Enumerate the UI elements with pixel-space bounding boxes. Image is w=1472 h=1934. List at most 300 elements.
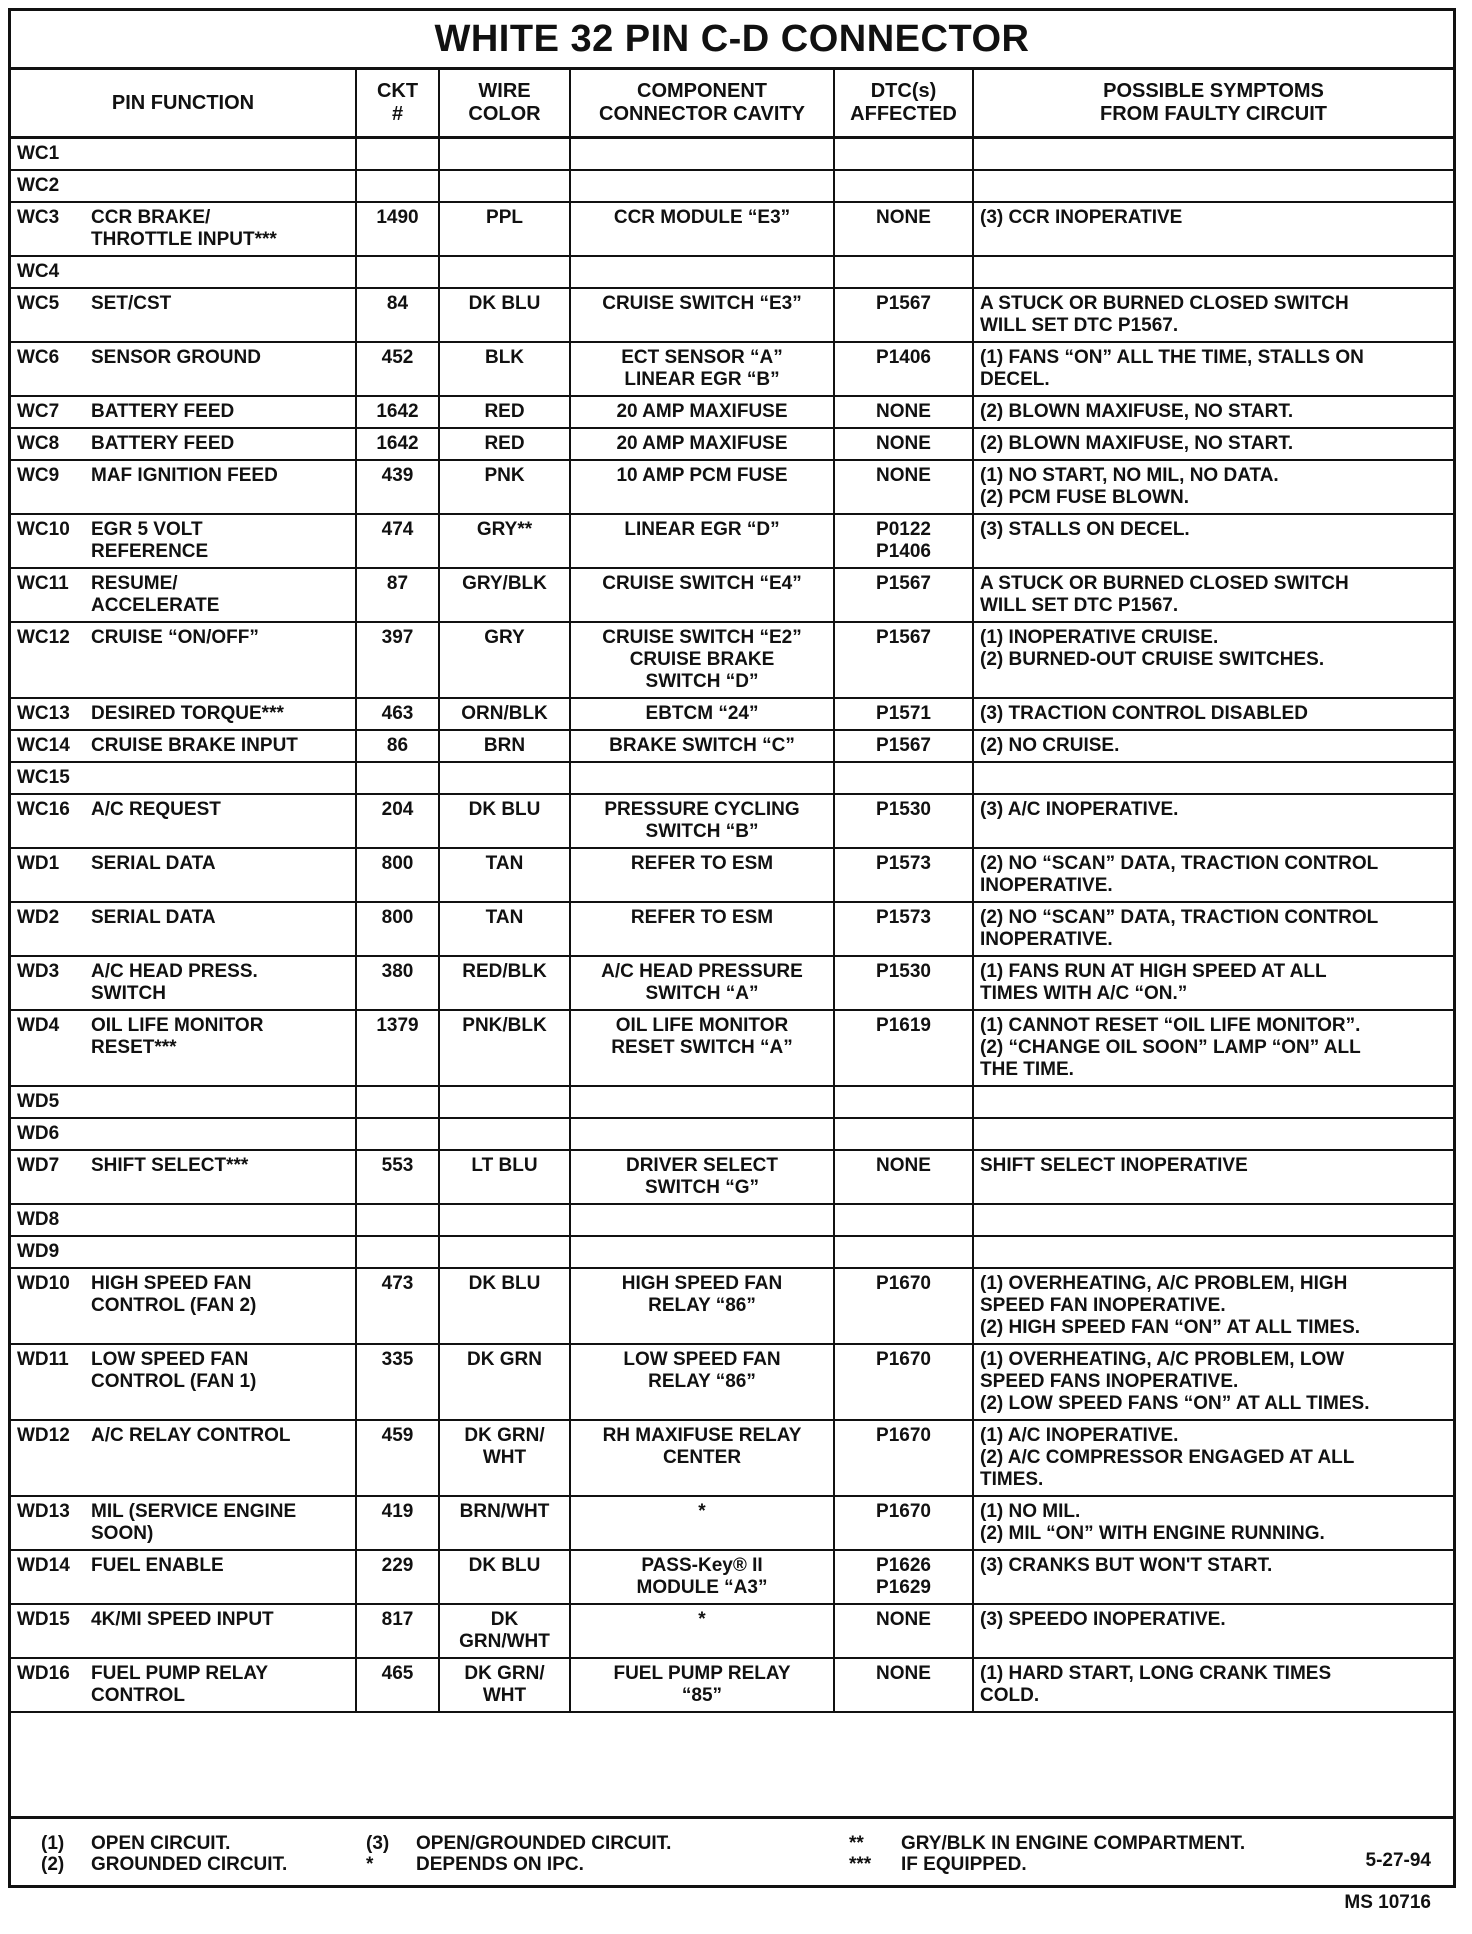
dtc-cell: P1530 (834, 956, 973, 1010)
wire-color-cell (439, 1086, 570, 1118)
dtc-cell: P1670 (834, 1268, 973, 1344)
symptom-cell (973, 1236, 1453, 1268)
table-row (11, 1086, 1453, 1118)
component-cell (570, 1204, 834, 1236)
pin-cell (11, 288, 356, 342)
symptom-cell: (2) NO “SCAN” DATA, TRACTION CONTROL INOPERATIVE. (973, 848, 1453, 902)
pin-function: OIL LIFE MONITOR RESET*** (91, 1015, 264, 1058)
symptom-cell: (1) FANS RUN AT HIGH SPEED AT ALL TIMES WITH A/C “ON.” (973, 956, 1453, 1010)
table-row (11, 1118, 1453, 1150)
pin-cell (11, 460, 356, 514)
symptom-cell: (3) STALLS ON DECEL. (973, 514, 1453, 568)
component-cell: CRUISE SWITCH “E2” CRUISE BRAKE SWITCH “D” (570, 622, 834, 698)
pin-id: WC6 (17, 347, 60, 368)
component-cell (570, 1118, 834, 1150)
component-cell: BRAKE SWITCH “C” (570, 730, 834, 762)
pin-cell (11, 256, 356, 288)
ckt-cell: 1379 (356, 1010, 439, 1086)
symptom-cell: (3) A/C INOPERATIVE. (973, 794, 1453, 848)
wire-color-cell: PPL (439, 202, 570, 256)
table-row (11, 1204, 1453, 1236)
pin-id: WC14 (17, 735, 70, 756)
pin-cell (11, 1604, 356, 1658)
pin-id: WD2 (17, 907, 60, 928)
wire-color-cell (439, 170, 570, 202)
pin-cell (11, 396, 356, 428)
component-cell: PRESSURE CYCLING SWITCH “B” (570, 794, 834, 848)
pin-cell (11, 1010, 356, 1086)
component-cell: FUEL PUMP RELAY “85” (570, 1658, 834, 1712)
dtc-cell (834, 170, 973, 202)
pin-id: WC4 (17, 261, 60, 282)
pin-id: WD5 (17, 1091, 60, 1112)
wire-color-cell (439, 138, 570, 171)
dtc-cell (834, 1086, 973, 1118)
wire-color-cell: DK BLU (439, 1268, 570, 1344)
table-row (11, 1344, 1453, 1420)
wire-color-cell: PNK (439, 460, 570, 514)
pin-id: WC7 (17, 401, 60, 422)
pin-function: CRUISE “ON/OFF” (91, 627, 259, 648)
pin-cell (11, 1496, 356, 1550)
component-cell: CRUISE SWITCH “E4” (570, 568, 834, 622)
pin-function: HIGH SPEED FAN CONTROL (FAN 2) (91, 1273, 257, 1316)
dtc-cell: NONE (834, 1150, 973, 1204)
dtc-cell: P1567 (834, 568, 973, 622)
symptom-cell: A STUCK OR BURNED CLOSED SWITCH WILL SET DTC P1567. (973, 568, 1453, 622)
pin-id: WD3 (17, 961, 60, 982)
pin-cell (11, 568, 356, 622)
wire-color-cell (439, 256, 570, 288)
pin-id: WD8 (17, 1209, 60, 1230)
ckt-cell (356, 1086, 439, 1118)
pin-id: WC1 (17, 143, 60, 164)
pin-function: FUEL PUMP RELAY CONTROL (91, 1663, 269, 1706)
symptom-cell: (2) NO CRUISE. (973, 730, 1453, 762)
ckt-cell: 553 (356, 1150, 439, 1204)
component-cell: A/C HEAD PRESSURE SWITCH “A” (570, 956, 834, 1010)
ckt-cell (356, 1204, 439, 1236)
wire-color-cell: DK GRN (439, 1344, 570, 1420)
symptom-cell: (3) CCR INOPERATIVE (973, 202, 1453, 256)
header-dtc: DTC(s) AFFECTED (834, 70, 973, 138)
wire-color-cell: BLK (439, 342, 570, 396)
component-cell: HIGH SPEED FAN RELAY “86” (570, 1268, 834, 1344)
wire-color-cell: DK BLU (439, 288, 570, 342)
pin-cell (11, 848, 356, 902)
component-cell (570, 762, 834, 794)
pin-id: WC8 (17, 433, 60, 454)
legend-text-b: OPEN/GROUNDED CIRCUIT. DEPENDS ON IPC. (416, 1833, 672, 1875)
pin-function: SERIAL DATA (91, 907, 216, 928)
ckt-cell: 439 (356, 460, 439, 514)
pin-cell (11, 1550, 356, 1604)
legend-keys-a: (1) (2) (41, 1833, 65, 1875)
component-cell: REFER TO ESM (570, 848, 834, 902)
component-cell: 10 AMP PCM FUSE (570, 460, 834, 514)
dtc-cell (834, 1236, 973, 1268)
table-row (11, 568, 1453, 622)
ckt-cell: 459 (356, 1420, 439, 1496)
dtc-cell: P1626 P1629 (834, 1550, 973, 1604)
dtc-cell: P1567 (834, 730, 973, 762)
header-component: COMPONENT CONNECTOR CAVITY (570, 70, 834, 138)
header-ckt: CKT # (356, 70, 439, 138)
wire-color-cell: ORN/BLK (439, 698, 570, 730)
dtc-cell: NONE (834, 1658, 973, 1712)
component-cell: REFER TO ESM (570, 902, 834, 956)
ckt-cell: 452 (356, 342, 439, 396)
pin-id: WD14 (17, 1555, 70, 1576)
pin-cell (11, 1150, 356, 1204)
table-row (11, 1420, 1453, 1496)
pin-id: WD12 (17, 1425, 70, 1446)
doc-stamp (1344, 1829, 1431, 1934)
pin-id: WD6 (17, 1123, 60, 1144)
pin-cell (11, 794, 356, 848)
pin-id: WD16 (17, 1663, 70, 1684)
ckt-cell: 817 (356, 1604, 439, 1658)
symptom-cell: (2) BLOWN MAXIFUSE, NO START. (973, 428, 1453, 460)
wire-color-cell: DK GRN/WHT (439, 1604, 570, 1658)
table-row (11, 762, 1453, 794)
table-row (11, 288, 1453, 342)
wire-color-cell: GRY** (439, 514, 570, 568)
dtc-cell: NONE (834, 428, 973, 460)
pin-function: MIL (SERVICE ENGINE SOON) (91, 1501, 297, 1544)
legend-keys-c: ** *** (849, 1833, 872, 1875)
wire-color-cell: GRY (439, 622, 570, 698)
pin-cell (11, 428, 356, 460)
dtc-cell: P1670 (834, 1496, 973, 1550)
pin-function: FUEL ENABLE (91, 1555, 224, 1576)
symptom-cell: (2) BLOWN MAXIFUSE, NO START. (973, 396, 1453, 428)
table-row (11, 622, 1453, 698)
header-pin-function: PIN FUNCTION (11, 70, 356, 138)
pin-id: WC12 (17, 627, 70, 648)
pin-id: WD13 (17, 1501, 70, 1522)
pin-id: WD15 (17, 1609, 70, 1630)
pin-id: WC5 (17, 293, 60, 314)
wire-color-cell: TAN (439, 902, 570, 956)
table-row (11, 1150, 1453, 1204)
ckt-cell: 87 (356, 568, 439, 622)
pin-id: WC16 (17, 799, 70, 820)
component-cell (570, 1086, 834, 1118)
table-row (11, 170, 1453, 202)
ckt-cell: 1490 (356, 202, 439, 256)
pin-function: SENSOR GROUND (91, 347, 261, 368)
ckt-cell: 419 (356, 1496, 439, 1550)
dtc-cell: P1619 (834, 1010, 973, 1086)
pin-function: DESIRED TORQUE*** (91, 703, 284, 724)
dtc-cell: NONE (834, 1604, 973, 1658)
table-row (11, 1236, 1453, 1268)
header-wire-color: WIRE COLOR (439, 70, 570, 138)
wire-color-cell (439, 762, 570, 794)
pin-id: WC3 (17, 207, 60, 228)
legend-text-a: OPEN CIRCUIT. GROUNDED CIRCUIT. (91, 1833, 288, 1875)
legend-keys-b: (3) * (366, 1833, 390, 1875)
pin-id: WC11 (17, 573, 69, 594)
table-row (11, 1496, 1453, 1550)
pin-function: EGR 5 VOLT REFERENCE (91, 519, 209, 562)
component-cell: ECT SENSOR “A” LINEAR EGR “B” (570, 342, 834, 396)
component-cell: * (570, 1604, 834, 1658)
pin-id: WD11 (17, 1349, 69, 1370)
table-row (11, 396, 1453, 428)
pin-id: WD9 (17, 1241, 60, 1262)
pin-function: MAF IGNITION FEED (91, 465, 278, 486)
component-cell: RH MAXIFUSE RELAY CENTER (570, 1420, 834, 1496)
legend-text-c: GRY/BLK IN ENGINE COMPARTMENT. IF EQUIPPED. (901, 1833, 1246, 1875)
pin-function: 4K/MI SPEED INPUT (91, 1609, 274, 1630)
dtc-cell: P1571 (834, 698, 973, 730)
ckt-cell (356, 170, 439, 202)
table-row (11, 428, 1453, 460)
dtc-cell (834, 256, 973, 288)
pin-id: WD10 (17, 1273, 70, 1294)
wire-color-cell: LT BLU (439, 1150, 570, 1204)
pin-cell (11, 342, 356, 396)
component-cell: CRUISE SWITCH “E3” (570, 288, 834, 342)
dtc-cell: NONE (834, 202, 973, 256)
ckt-cell (356, 762, 439, 794)
pin-function: CRUISE BRAKE INPUT (91, 735, 298, 756)
table-row (11, 848, 1453, 902)
table-row (11, 902, 1453, 956)
ckt-cell (356, 1118, 439, 1150)
pin-cell (11, 762, 356, 794)
pin-cell (11, 1204, 356, 1236)
pin-cell (11, 956, 356, 1010)
ckt-cell: 335 (356, 1344, 439, 1420)
pin-id: WC13 (17, 703, 70, 724)
symptom-cell: (1) CANNOT RESET “OIL LIFE MONITOR”. (2) “CHANGE OIL SOON” LAMP “ON” ALL THE TIME. (973, 1010, 1453, 1086)
ckt-cell: 1642 (356, 396, 439, 428)
component-cell: LOW SPEED FAN RELAY “86” (570, 1344, 834, 1420)
dtc-cell: NONE (834, 396, 973, 428)
symptom-cell: (3) CRANKS BUT WON'T START. (973, 1550, 1453, 1604)
header-symptoms: POSSIBLE SYMPTOMS FROM FAULTY CIRCUIT (973, 70, 1453, 138)
symptom-cell: (1) OVERHEATING, A/C PROBLEM, HIGH SPEED FAN INOPERATIVE. (2) HIGH SPEED FAN “ON” AT ALL TIMES. (973, 1268, 1453, 1344)
table-row (11, 1604, 1453, 1658)
table-row (11, 460, 1453, 514)
pin-cell (11, 1268, 356, 1344)
symptom-cell: (1) A/C INOPERATIVE. (2) A/C COMPRESSOR ENGAGED AT ALL TIMES. (973, 1420, 1453, 1496)
wire-color-cell (439, 1204, 570, 1236)
pin-cell (11, 1236, 356, 1268)
wire-color-cell: DK BLU (439, 794, 570, 848)
wire-color-cell: RED (439, 428, 570, 460)
component-cell (570, 1236, 834, 1268)
dtc-cell: P1530 (834, 794, 973, 848)
component-cell: LINEAR EGR “D” (570, 514, 834, 568)
symptom-cell (973, 138, 1453, 171)
ckt-cell: 229 (356, 1550, 439, 1604)
component-cell: CCR MODULE “E3” (570, 202, 834, 256)
dtc-cell (834, 138, 973, 171)
symptom-cell: (1) NO MIL. (2) MIL “ON” WITH ENGINE RUNNING. (973, 1496, 1453, 1550)
symptom-cell (973, 170, 1453, 202)
pin-cell (11, 902, 356, 956)
pin-id: WC15 (17, 767, 70, 788)
wire-color-cell: DK BLU (439, 1550, 570, 1604)
ckt-cell: 397 (356, 622, 439, 698)
dtc-cell: P1567 (834, 288, 973, 342)
legend-footer (11, 1816, 1453, 1913)
table-row (11, 514, 1453, 568)
pin-function: CCR BRAKE/ THROTTLE INPUT*** (91, 207, 277, 250)
pin-id: WD1 (17, 853, 60, 874)
header-row (11, 70, 1453, 138)
table-row (11, 1658, 1453, 1712)
ckt-cell: 86 (356, 730, 439, 762)
table-row (11, 1010, 1453, 1086)
pin-id: WD7 (17, 1155, 60, 1176)
wire-color-cell: DK GRN/ WHT (439, 1420, 570, 1496)
page-title: WHITE 32 PIN C-D CONNECTOR (11, 11, 1453, 70)
dtc-cell: P1670 (834, 1344, 973, 1420)
pin-cell (11, 202, 356, 256)
dtc-cell: P1567 (834, 622, 973, 698)
table-row (11, 1268, 1453, 1344)
ckt-cell: 1642 (356, 428, 439, 460)
dtc-cell: P0122 P1406 (834, 514, 973, 568)
pin-function: SET/CST (91, 293, 172, 314)
pin-function: A/C RELAY CONTROL (91, 1425, 291, 1446)
table-row (11, 794, 1453, 848)
ckt-cell: 800 (356, 848, 439, 902)
wire-color-cell: GRY/BLK (439, 568, 570, 622)
ckt-cell: 380 (356, 956, 439, 1010)
component-cell: 20 AMP MAXIFUSE (570, 396, 834, 428)
component-cell (570, 256, 834, 288)
ckt-cell (356, 256, 439, 288)
wire-color-cell: BRN (439, 730, 570, 762)
pin-function: A/C REQUEST (91, 799, 221, 820)
pin-cell (11, 1118, 356, 1150)
wire-color-cell: TAN (439, 848, 570, 902)
pin-function: SERIAL DATA (91, 853, 216, 874)
symptom-cell: (1) HARD START, LONG CRANK TIMES COLD. (973, 1658, 1453, 1712)
wire-color-cell: PNK/BLK (439, 1010, 570, 1086)
pin-cell (11, 1344, 356, 1420)
pin-cell (11, 730, 356, 762)
wire-color-cell: DK GRN/ WHT (439, 1658, 570, 1712)
pin-cell (11, 138, 356, 171)
dtc-cell (834, 762, 973, 794)
pin-id: WD4 (17, 1015, 60, 1036)
pin-id: WC2 (17, 175, 60, 196)
wire-color-cell: RED/BLK (439, 956, 570, 1010)
wire-color-cell (439, 1236, 570, 1268)
symptom-cell: (2) NO “SCAN” DATA, TRACTION CONTROL INOPERATIVE. (973, 902, 1453, 956)
ckt-cell: 800 (356, 902, 439, 956)
symptom-cell: A STUCK OR BURNED CLOSED SWITCH WILL SET DTC P1567. (973, 288, 1453, 342)
component-cell (570, 138, 834, 171)
component-cell: * (570, 1496, 834, 1550)
table-row (11, 342, 1453, 396)
pin-cell (11, 170, 356, 202)
table-row (11, 256, 1453, 288)
doc-number: MS 10716 (1344, 1892, 1431, 1913)
wire-color-cell: RED (439, 396, 570, 428)
ckt-cell: 463 (356, 698, 439, 730)
component-cell: PASS-Key® II MODULE “A3” (570, 1550, 834, 1604)
component-cell: DRIVER SELECT SWITCH “G” (570, 1150, 834, 1204)
pin-id: WC9 (17, 465, 60, 486)
pin-function: A/C HEAD PRESS. SWITCH (91, 961, 258, 1004)
dtc-cell (834, 1118, 973, 1150)
pin-cell (11, 1086, 356, 1118)
symptom-cell (973, 1118, 1453, 1150)
pin-cell (11, 622, 356, 698)
pin-cell (11, 698, 356, 730)
symptom-cell: (1) FANS “ON” ALL THE TIME, STALLS ON DECEL. (973, 342, 1453, 396)
symptom-cell: (1) OVERHEATING, A/C PROBLEM, LOW SPEED FANS INOPERATIVE. (2) LOW SPEED FANS “ON” AT ALL TIMES. (973, 1344, 1453, 1420)
pin-function: BATTERY FEED (91, 401, 235, 422)
dtc-cell: P1573 (834, 902, 973, 956)
symptom-cell: (1) NO START, NO MIL, NO DATA. (2) PCM FUSE BLOWN. (973, 460, 1453, 514)
table-row (11, 202, 1453, 256)
dtc-cell: NONE (834, 460, 973, 514)
ckt-cell: 465 (356, 1658, 439, 1712)
table-row (11, 1550, 1453, 1604)
dtc-cell: P1573 (834, 848, 973, 902)
pin-function: SHIFT SELECT*** (91, 1155, 249, 1176)
ckt-cell: 84 (356, 288, 439, 342)
wire-color-cell: BRN/WHT (439, 1496, 570, 1550)
symptom-cell (973, 1204, 1453, 1236)
ckt-cell (356, 1236, 439, 1268)
table-row (11, 956, 1453, 1010)
symptom-cell: SHIFT SELECT INOPERATIVE (973, 1150, 1453, 1204)
pin-id: WC10 (17, 519, 70, 540)
pin-table (11, 70, 1453, 1713)
dtc-cell: P1670 (834, 1420, 973, 1496)
ckt-cell: 473 (356, 1268, 439, 1344)
ckt-cell: 474 (356, 514, 439, 568)
dtc-cell: P1406 (834, 342, 973, 396)
pin-cell (11, 1658, 356, 1712)
symptom-cell (973, 256, 1453, 288)
ckt-cell (356, 138, 439, 171)
component-cell: EBTCM “24” (570, 698, 834, 730)
pin-cell (11, 1420, 356, 1496)
symptom-cell (973, 1086, 1453, 1118)
ckt-cell: 204 (356, 794, 439, 848)
table-row (11, 730, 1453, 762)
symptom-cell: (1) INOPERATIVE CRUISE. (2) BURNED-OUT CRUISE SWITCHES. (973, 622, 1453, 698)
symptom-cell (973, 762, 1453, 794)
connector-sheet (8, 8, 1456, 1913)
dtc-cell (834, 1204, 973, 1236)
pin-function: BATTERY FEED (91, 433, 235, 454)
pin-function: RESUME/ ACCELERATE (91, 573, 220, 616)
table-row (11, 698, 1453, 730)
component-cell (570, 170, 834, 202)
wire-color-cell (439, 1118, 570, 1150)
symptom-cell: (3) SPEEDO INOPERATIVE. (973, 1604, 1453, 1658)
component-cell: 20 AMP MAXIFUSE (570, 428, 834, 460)
doc-date: 5-27-94 (1365, 1850, 1431, 1871)
pin-function: LOW SPEED FAN CONTROL (FAN 1) (91, 1349, 257, 1392)
component-cell: OIL LIFE MONITOR RESET SWITCH “A” (570, 1010, 834, 1086)
table-row (11, 138, 1453, 171)
pin-cell (11, 514, 356, 568)
symptom-cell: (3) TRACTION CONTROL DISABLED (973, 698, 1453, 730)
